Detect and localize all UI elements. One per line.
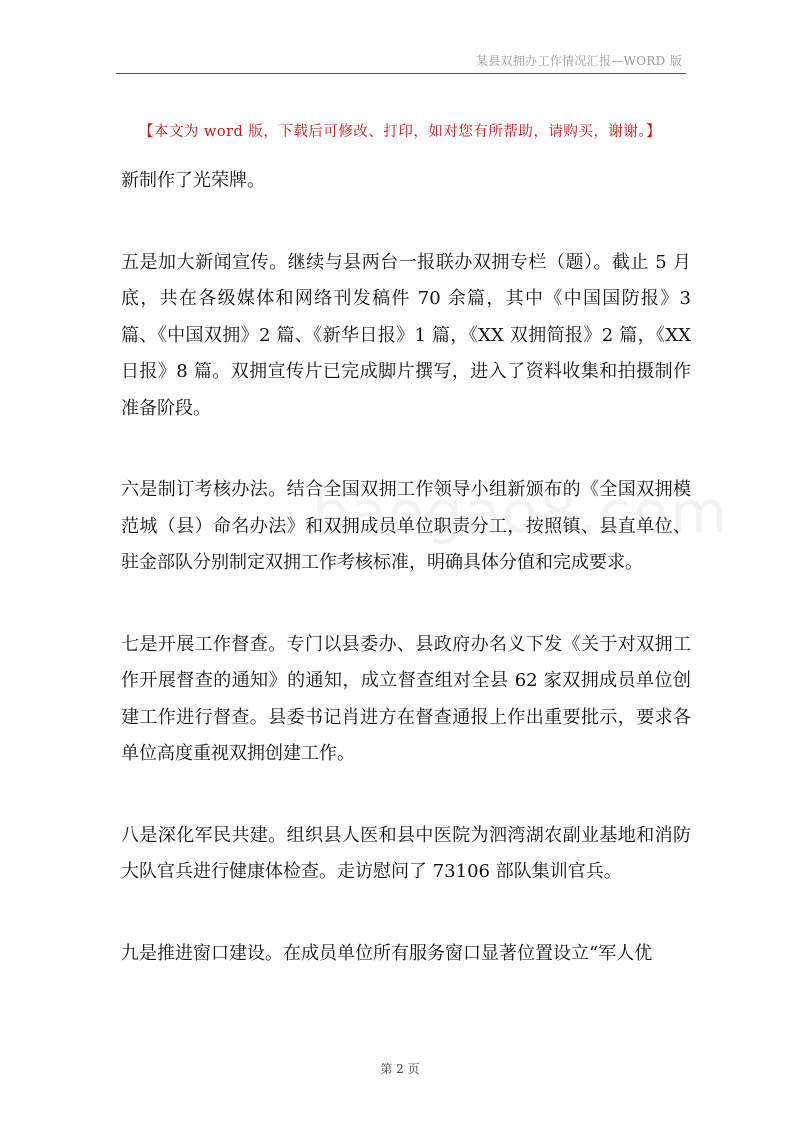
paragraph-assessment-method: 六是制订考核办法。结合全国双拥工作领导小组新颁布的《全国双拥模范城（县）命名办法》和双拥成员单位职责分工，按照镇、县直单位、驻金部队分别制定双拥工作考核标准，明确具体分值和完成要求。 <box>121 479 691 573</box>
header-title: 某县双拥办工作情况汇报—WORD 版 <box>475 54 682 68</box>
paragraph-military-civilian: 八是深化军民共建。组织县人医和县中医院为泗湾湖农副业基地和消防大队官兵进行健康体检查。走访慰问了 73106 部队集训官兵。 <box>121 824 691 882</box>
paragraph-news-publicity: 五是加大新闻宣传。继续与县两台一报联办双拥专栏（题）。截止 5 月底，共在各级媒体和网络刊发稿件 70 余篇，其中《中国国防报》3 篇、《中国双拥》2 篇、《新华日报》1 篇，《XX 双拥简报》2 篇，《XX 日报》8 篇。双拥宣传片已完成脚片撰写，进入了资料收集和拍摄制作准备阶段。 <box>121 251 691 419</box>
document-body <box>121 163 691 1017</box>
download-notice: 【本文为 word 版，下载后可修改、打印，如对您有所帮助，请购买，谢谢。】 <box>138 124 662 140</box>
header-divider <box>116 73 686 74</box>
paragraph-continuation: 新制作了光荣牌。 <box>121 170 265 191</box>
page-number: 第 2 页 <box>380 1062 420 1076</box>
paragraph-window-construction: 九是推进窗口建设。在成员单位所有服务窗口显著位置设立“军人优 <box>121 942 653 964</box>
paragraph-work-inspection: 七是开展工作督查。专门以县委办、县政府办名义下发《关于对双拥工作开展督查的通知》的通知，成立督查组对全县 62 家双拥成员单位创建工作进行督查。县委书记肖进方在督查通报上作出重要批示，要求各单位高度重视双拥创建工作。 <box>121 633 691 764</box>
